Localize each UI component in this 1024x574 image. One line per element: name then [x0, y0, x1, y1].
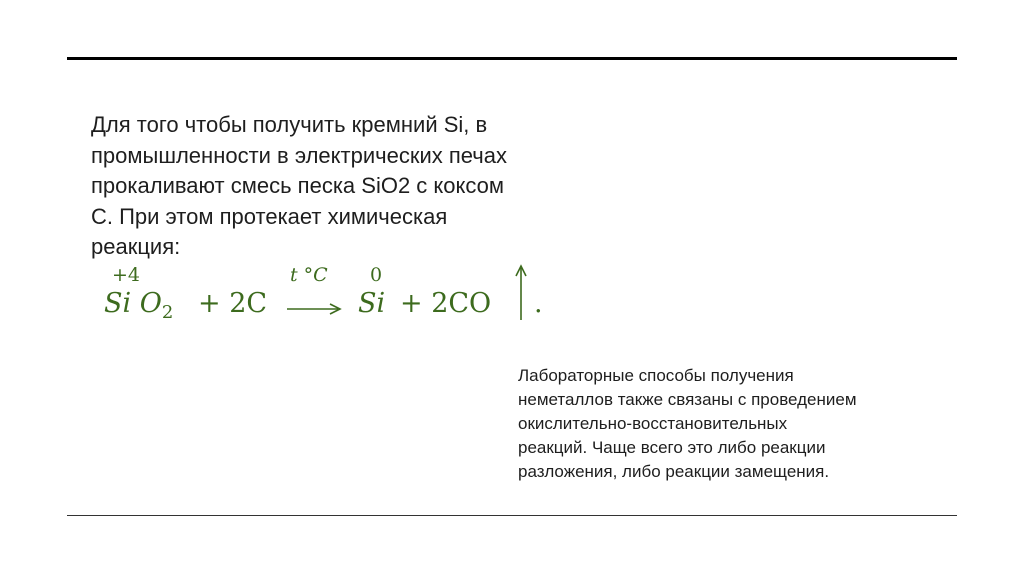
reactant-symbol: Si O [104, 288, 162, 319]
side-line: Лабораторные способы получения [518, 366, 794, 385]
top-divider [67, 57, 957, 60]
equation-end: . [534, 288, 543, 319]
plus-2c-text: + 2C [198, 288, 268, 319]
main-line: промышленности в электрических печах [91, 142, 507, 168]
product-co: + 2CO [400, 288, 492, 319]
oxidation-state-si-reactant: +4 [112, 264, 141, 286]
main-line: прокаливают смесь песка SiO2 с коксом [91, 173, 504, 198]
reactant-subscript: 2 [161, 302, 174, 323]
side-paragraph [518, 364, 958, 484]
side-line: неметаллов также связаны с проведением [518, 390, 857, 409]
reaction-condition: t °C [290, 264, 328, 286]
side-line: разложения, либо реакции замещения. [518, 462, 830, 481]
product-si: Si [358, 288, 386, 319]
plus-2c [198, 288, 267, 319]
reaction-arrow-icon [286, 302, 342, 316]
oxidation-state-si-product: 0 [370, 264, 383, 286]
bottom-divider [67, 515, 957, 516]
side-line: окислительно-восстановительных [518, 414, 788, 433]
chemical-equation [100, 262, 560, 332]
gas-evolution-arrow-icon [514, 264, 528, 322]
main-line: реакция: [91, 234, 181, 259]
reactant-sio2 [104, 288, 174, 323]
main-line: С. При этом протекает химическая [91, 203, 448, 229]
main-paragraph [91, 110, 561, 263]
main-line: Для того чтобы получить кремний Si, в [91, 112, 488, 137]
side-line: реакций. Чаще всего это либо реакции [518, 438, 826, 457]
